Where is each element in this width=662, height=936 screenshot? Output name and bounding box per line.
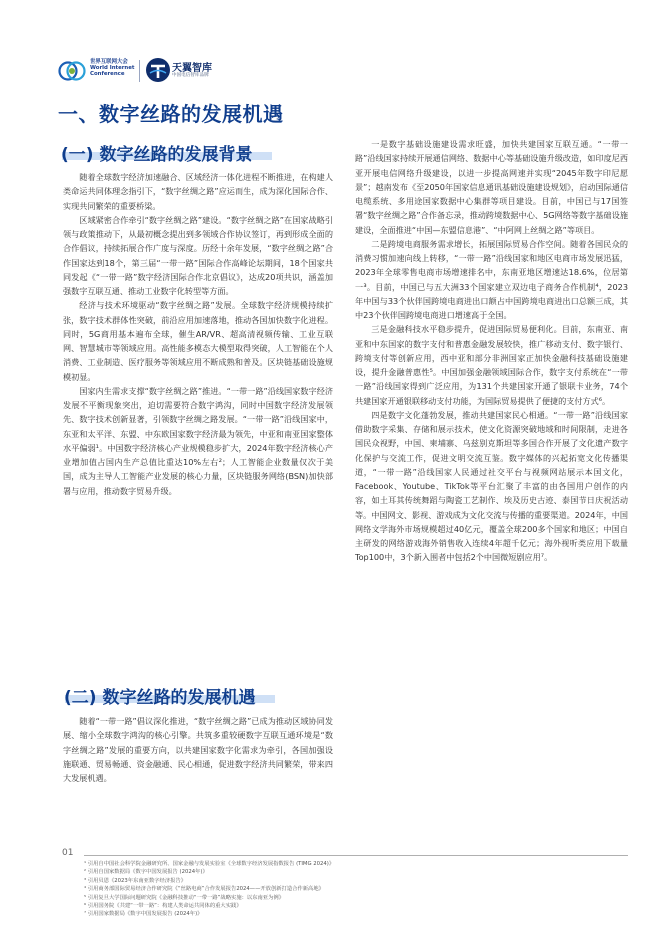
- paragraph: 二是跨境电商服务需求增长，拓展国际贸易合作空间。随着各国民众的消费习惯加速向线上转移，“一带一路”沿线国家和地区电商市场发展迅猛，2023年全球零售电商市场增速排名中，东南亚地区增速达18.6%，位居第一³。目前，中国已与五大洲33个国家建立双边电子商务合作机制⁴，2023年中国与33个伙伴国跨境电商进出口额占中国跨境电商进出口总额三成，其中23个伙伴国跨境电商进口增速高于全国。: [355, 238, 628, 320]
- section2-title: (二) 数字丝路的发展机遇: [64, 688, 256, 708]
- paragraph: 国家内生需求支撑“数字丝绸之路”推进。“一带一路”沿线国家数字经济发展不平衡现象突出，迫切需要符合数字鸿沟，同时中国数字经济发展领先、数字技术创新显著，引领数字丝绸之路发展。“一带一路”沿线国家中，东亚和太平洋、东盟、中东欧国家数字经济最为领先，中亚和南亚国家整体水平偏弱¹。中国数字经济核心产业规模稳步扩大，2024年数字经济核心产业增加值占国内生产总值比重达10%左右²；人工智能企业数量仅次于美国，成为主导人工智能产业发展的核心力量，区块链服务网络(BSN)加快部署与应用，推动数字贸易升级。: [63, 385, 333, 496]
- wic-logo-en1: World Internet: [90, 65, 135, 72]
- paragraph: 一是数字基础设施建设需求旺盛，加快共建国家互联互通。“一带一路”沿线国家持续开展通信网络、数据中心等基础设施升级改造，如印度尼西亚开展电信网络升级建设，以进一步提高网速并实现“2045年数字印尼愿景”；越南发布《至2050年国家信息通讯基础设施建设规划》，启动国际通信电缆系统、多用途国家数据中心集群等项目建设。目前，中国已与17国签署“数字丝绸之路”合作备忘录，推动跨境数据中心、5G网络等数字基础设施建设，全面推进“中国—东盟信息港”、“中阿网上丝绸之路”等项目。: [355, 139, 628, 235]
- footnote-divider: [84, 855, 628, 856]
- footnote: ⁷ 引用国家数据局《数字中国发展报告 (2024年)》: [84, 911, 203, 918]
- footnote: ⁶ 引用国务院《共建“一带一路”：构建人类命运共同体的重大实践》: [84, 903, 242, 910]
- paragraph: 经济与技术环境驱动“数字丝绸之路”发展。全球数字经济规模持续扩张，数字技术群体性突破，前沿应用加速落地，推动各国加快数字化进程。同时，5G商用基本遍布全球，催生AR/VR、超高清视频传输、工业互联网、智慧城市等领域应用。高性能多模态大模型取得突破，人工智能在个人消费、工业制造、医疗服务等领域应用不断成熟和普及。区块链基础设施规模初显。: [63, 300, 333, 382]
- tianyi-logo-icon: [145, 57, 171, 83]
- page-title: 一、数字丝路的发展机遇: [58, 102, 284, 126]
- paragraph: 区域紧密合作牵引“数字丝绸之路”建设。“数字丝绸之路”在国家战略引领与政策推动下，从最初概念提出到多领域合作协议签订，再到形成全面的合作倡议，持续拓展合作广度与深度。历经十余年发展，“数字丝绸之路”合作国家达到18个，第三届“一带一路”国际合作高峰论坛期间，18个国家共同发起《“一带一路”数字经济国际合作北京倡议》，达成20项共识，涵盖加强数字互联互通、推动工业数字化转型等方面。: [63, 214, 333, 296]
- tianyi-logo-name: 天翼智库: [172, 63, 212, 74]
- wic-logo-text: [90, 59, 135, 78]
- wic-logo-cn: 世界互联网大会: [90, 59, 128, 65]
- footnote: ³ 引用贝恩《2023年东南亚数字经济报告》: [84, 877, 187, 884]
- footnote: ² 引用自国家数据局《数字中国发展报告 (2024年)》: [84, 869, 208, 876]
- paragraph: 三是金融科技水平稳步提升，促进国际贸易便利化。目前，东南亚、南亚和中东国家的数字支付和普惠金融发展较快，推广移动支付、数字银行、跨境支付等创新应用，西中亚和部分非洲国家正加快金融科技基础设施建设，提升金融普惠性⁵。中国加强金融领域国际合作，数字支付系统在“一带一路”沿线国家得到广泛应用，为131个共建国家开通了银联卡业务，74个共建国家开通银联移动支付功能，为国际贸易提供了便捷的支付方式⁶。: [355, 324, 628, 406]
- header-logos: [0, 0, 662, 90]
- paragraph: 随着全球数字经济加速融合、区域经济一体化进程不断推进，在构建人类命运共同体理念指引下，“数字丝绸之路”应运而生，成为深化国际合作、实现共同繁荣的重要桥梁。: [63, 172, 333, 211]
- logo-divider: [139, 60, 140, 82]
- tianyi-logo-subtitle: 中国电信智库品牌: [172, 73, 209, 78]
- section2-body: [63, 714, 333, 785]
- section1-body: [63, 170, 333, 498]
- paragraph: 四是数字文化蓬勃发展，推动共建国家民心相通。“一带一路”沿线国家借助数字采集、存储和展示技术，使文化资源突破地域和时间限制，走进各国民众视野，中国、柬埔寨、乌兹别克斯坦等多国合作开展了文化遗产数字化保护与交流工作，促进文明交流互鉴。数字媒体的兴起拓宽文化传播渠道，“一带一路”沿线国家人民通过社交平台与视频网站展示本国文化，Facebook、Youtube、TikTok等平台汇聚了丰富的由各国用户创作的内容，如土耳其传统舞蹈与陶瓷工艺制作、埃及历史古迹、泰国节日庆祝活动等。中国网文、影视、游戏成为文化交流与传播的重要渠道。2024年，中国网络文学海外市场规模超过40亿元，覆盖全球200多个国家和地区；中国自主研发的网络游戏海外销售收入连续4年超千亿元；海外视听类应用下载量Top100中，3个新入围者中包括2个中国微短剧应用⁷。: [355, 409, 628, 563]
- paragraph: 随着“一带一路”倡议深化推进，“数字丝绸之路”已成为推动区域协同发展、缩小全球数字鸿沟的核心引擎。共筑多重较硬数字互联互通环境是“数字丝绸之路”发展的重要方向，以共建国家数字化需求为牵引，各国加强设施联通、贸易畅通、资金融通、民心相通，促进数字经济共同繁荣，带来四大发展机遇。: [63, 716, 333, 783]
- wic-logo-en2: Conference: [90, 71, 125, 78]
- footnotes: [84, 860, 644, 919]
- footnote: ¹ 引用自中国社会科学院金融研究所、国家金融与发展实验室《全球数字经济发展指数报告 (TIMG 2024)》: [84, 861, 335, 867]
- wic-logo-icon: [57, 58, 87, 84]
- page-number: 01: [62, 848, 74, 858]
- right-column-body: [355, 137, 628, 565]
- footnote: ⁴ 引用商务部国际贸易经济合作研究院《“丝路电商”合作发展报告2024——开放创新打造合作新高地》: [84, 886, 324, 893]
- section1-title: (一) 数字丝路的发展背景: [61, 145, 253, 165]
- footnote: ⁵ 引用复旦大学国际问题研究院《金融科技推动“一带一路”战略实施：以东南亚为例》: [84, 894, 284, 901]
